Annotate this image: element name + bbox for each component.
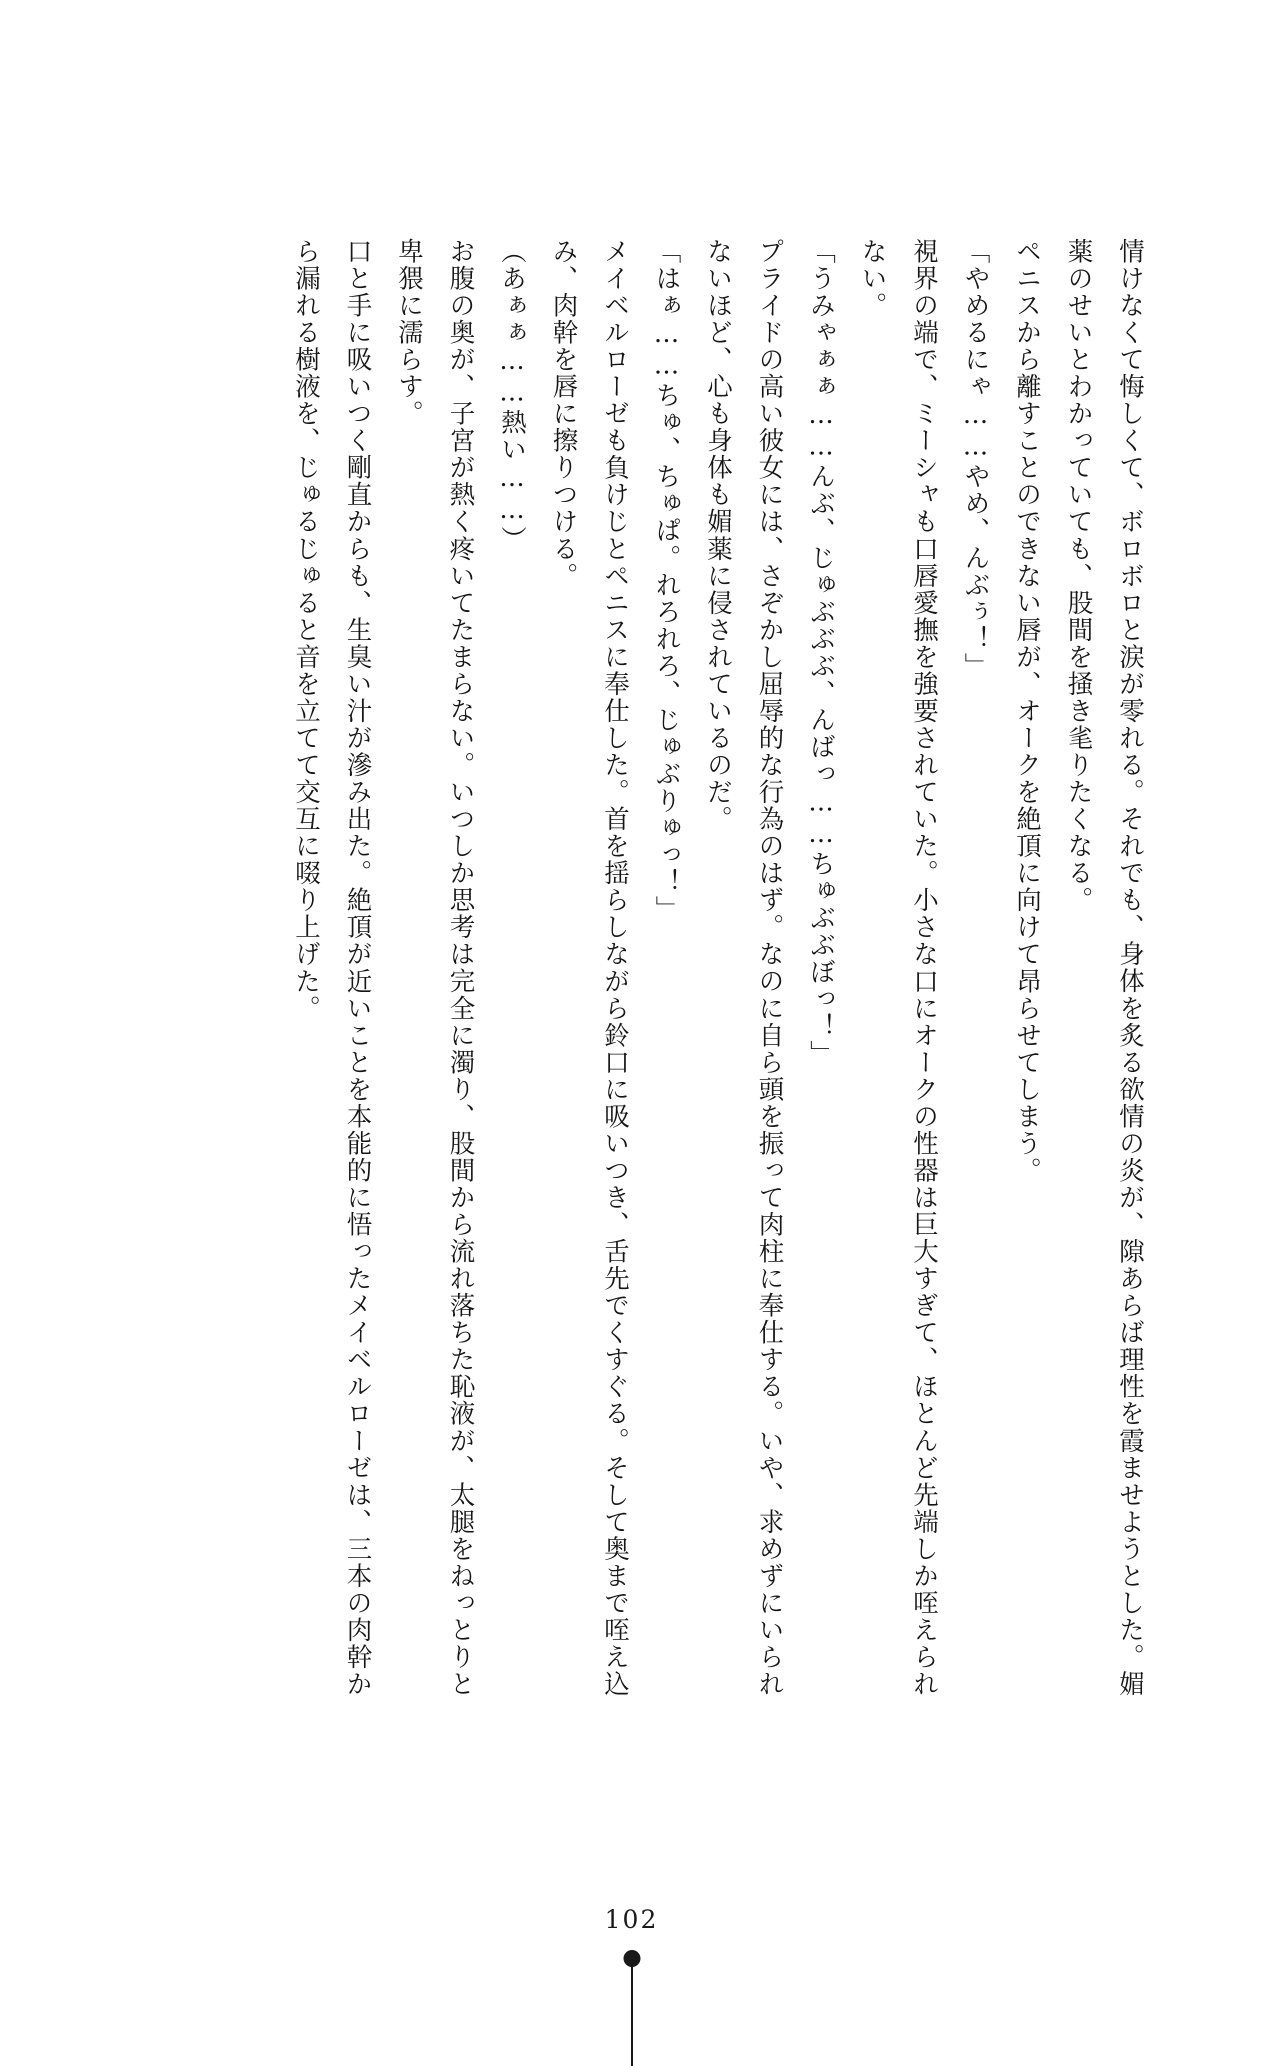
binding-rule-mark [631,1963,633,2066]
paragraph: 情けなくて悔しくて、ボロボロと涙が零れる。それでも、身体を炙る欲情の炎が、隙あらば理性を霞ませようとした。媚薬のせいとわかっていても、股間を掻き毟りたくなる。 [1063,238,1145,1698]
paragraph: 「うみゃぁぁ……んぶ、じゅぶぶぶ、んばっ……ちゅぶぶぼっ！」 [806,238,836,1067]
paragraph: プライドの高い彼女には、さぞかし屈辱的な行為のはず。なのに自ら頭を振って肉柱に奉仕する。いや、求めずにいられないほど、心も身体も媚薬に侵されているのだ。 [703,238,785,1698]
paragraph: 「やめるにゃ……やめ、んぶぅ！」 [960,238,991,680]
paragraph: お腹の奥が、子宮が熱く疼いてたまらない。いつしか思考は完全に濁り、股間から流れ落ちた恥液が、太腿をねっとりと卑猥に濡らす。 [394,238,476,1698]
paragraph: ペニスから離すことのできない唇が、オークを絶頂に向けて昂らせてしまう。 [1012,238,1042,1185]
page-body-text [145,238,1155,1718]
paragraph: 視界の端で、ミーシャも口唇愛撫を強要されていた。小さな口にオークの性器は巨大すぎて、ほとんど先端しか咥えられない。 [857,238,939,1698]
paragraph: メイベルローゼも負けじとペニスに奉仕した。首を揺らしながら鈴口に吸いつき、舌先でくすぐる。そして奥まで咥え込み、肉幹を唇に擦りつける。 [548,238,630,1698]
paragraph: 口と手に吸いつく剛直からも、生臭い汁が滲み出た。絶頂が近いことを本能的に悟ったメイベルローゼは、三本の肉幹から漏れる樹液を、じゅるじゅると音を立てて交互に啜り上げた。 [291,238,373,1698]
paragraph: 「はぁ……ちゅ、ちゅぱ。れろれろ、じゅぶりゅっ！」 [651,238,682,923]
page-number: 102 [604,1905,659,1934]
paragraph: （あぁぁ……熱い……） [497,238,527,554]
